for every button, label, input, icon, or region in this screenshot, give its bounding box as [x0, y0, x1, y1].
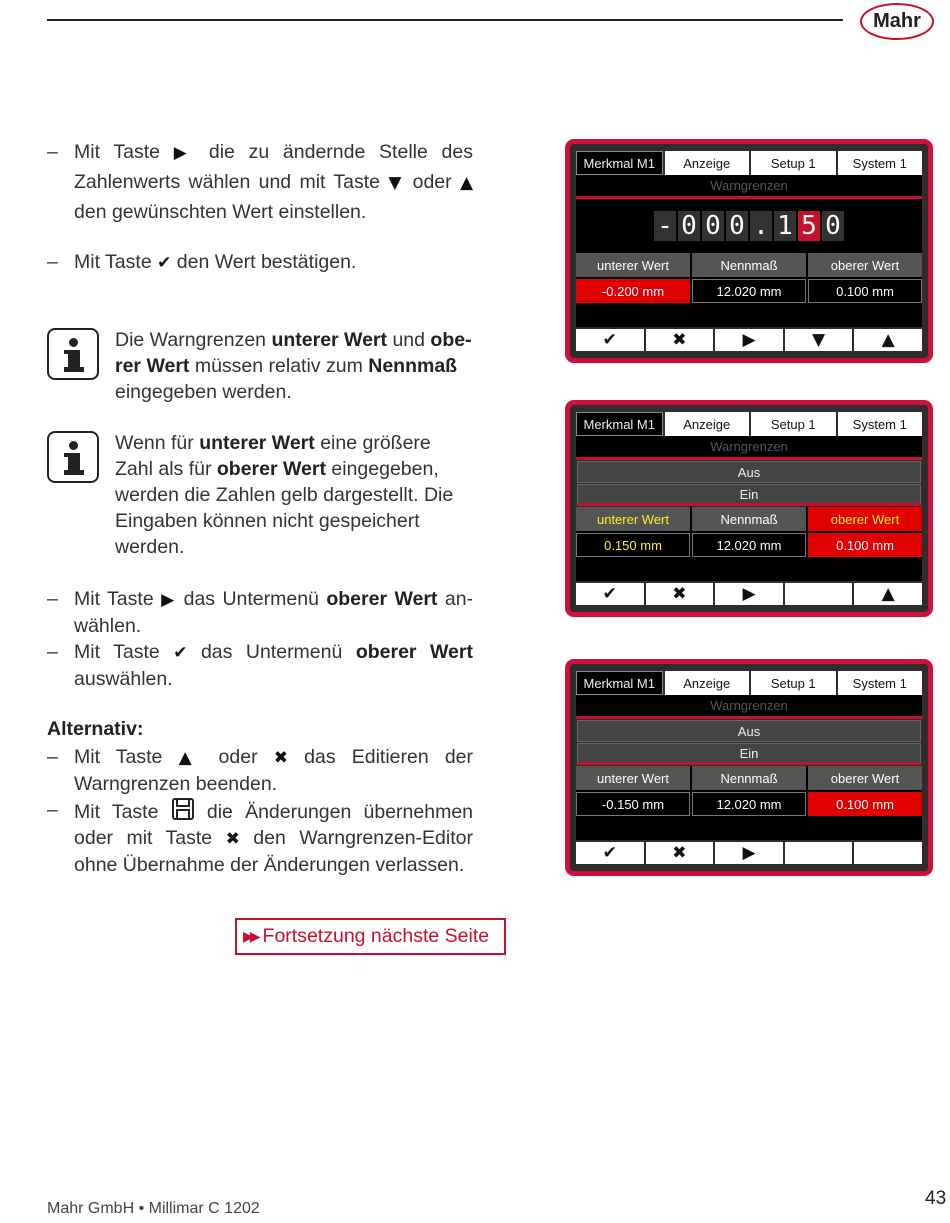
- step-select-upper: – Mit Taste ▶ das Untermenü oberer Wert an-wählen.: [47, 588, 474, 637]
- header-lower: unterer Wert: [576, 766, 690, 790]
- blank-key[interactable]: [854, 842, 922, 864]
- step-open-upper: – Mit Taste ✔ das Untermenü oberer Wert auswählen.: [47, 641, 473, 690]
- dash: –: [47, 799, 58, 821]
- device-screen-1: [565, 139, 933, 363]
- option-off[interactable]: Aus: [577, 461, 921, 483]
- device-screen-3: [565, 659, 933, 876]
- down-key[interactable]: ▼: [785, 329, 853, 351]
- device-screen-2: [565, 400, 933, 617]
- down-arrow-icon: ▼: [388, 173, 405, 193]
- digit[interactable]: 0: [822, 211, 844, 241]
- right-key[interactable]: ▶: [715, 329, 783, 351]
- tab-bar: [576, 412, 922, 436]
- digit-sign[interactable]: -: [654, 211, 676, 241]
- softkey-bar: [576, 329, 922, 351]
- tab-setup[interactable]: Setup 1: [751, 671, 836, 695]
- tab-merkmal[interactable]: Merkmal M1: [576, 412, 663, 436]
- tab-system[interactable]: System 1: [838, 151, 923, 175]
- mahr-logo: Mahr: [860, 3, 934, 40]
- step-text: oder: [412, 171, 452, 193]
- tab-system[interactable]: System 1: [838, 671, 923, 695]
- option-on[interactable]: Ein: [577, 743, 921, 765]
- value-lower[interactable]: -0.200 mm: [576, 279, 690, 303]
- value-upper[interactable]: 0.100 mm: [808, 792, 922, 816]
- limits-grid: [576, 507, 922, 557]
- header-rule: [47, 19, 843, 21]
- tab-bar: [576, 151, 922, 175]
- step-confirm-value: [47, 248, 473, 278]
- cancel-key[interactable]: ✖: [646, 583, 714, 605]
- alt-step-save: – Mit Taste die Änderungen übernehmen oder mit Taste ✖ den Warngrenzen-Editor ohne Übernahme der Änderungen verlassen.: [47, 799, 474, 876]
- option-on[interactable]: Ein: [577, 484, 921, 506]
- steps-block-2: [47, 586, 473, 692]
- tab-anzeige[interactable]: Anzeige: [665, 671, 750, 695]
- cross-icon: ✖: [225, 829, 240, 849]
- blank-key[interactable]: [785, 842, 853, 864]
- dash: –: [47, 141, 58, 163]
- right-arrow-icon: ▶: [161, 590, 177, 610]
- digit[interactable]: 0: [726, 211, 748, 241]
- note-text: Wenn für unterer Wert eine größere Zahl als für oberer Wert eingegeben, werden die Zahlen gelb dargestellt. Die Eingaben können nicht gespeichert werden.: [115, 432, 454, 558]
- screen-title: Warngrenzen: [576, 175, 922, 199]
- screen-title: Warngrenzen: [576, 695, 922, 719]
- softkey-bar: [576, 583, 922, 605]
- dash: –: [47, 588, 58, 610]
- dash: –: [47, 641, 58, 663]
- step-select-digit: [47, 138, 473, 227]
- check-key[interactable]: ✔: [576, 583, 644, 605]
- value-editor: [576, 199, 922, 253]
- up-arrow-icon: ▲: [178, 748, 203, 768]
- check-key[interactable]: ✔: [576, 329, 644, 351]
- tab-setup[interactable]: Setup 1: [751, 151, 836, 175]
- info-note-yellow: [47, 430, 473, 560]
- steps-block-1: [47, 138, 473, 278]
- digit-selected[interactable]: 5: [798, 211, 820, 241]
- info-icon: [47, 431, 99, 483]
- alternative-block: [47, 716, 473, 878]
- limits-grid: [576, 253, 922, 303]
- option-off[interactable]: Aus: [577, 720, 921, 742]
- header-lower: unterer Wert: [576, 253, 690, 277]
- up-arrow-icon: ▲: [459, 173, 474, 193]
- header-nominal: Nennmaß: [692, 507, 806, 531]
- cancel-key[interactable]: ✖: [646, 329, 714, 351]
- info-icon: [47, 328, 99, 380]
- cancel-key[interactable]: ✖: [646, 842, 714, 864]
- digit[interactable]: 1: [774, 211, 796, 241]
- value-lower[interactable]: -0.150 mm: [576, 792, 690, 816]
- tab-setup[interactable]: Setup 1: [751, 412, 836, 436]
- info-note-relative: [47, 327, 473, 405]
- header-upper: oberer Wert: [808, 766, 922, 790]
- dash: –: [47, 251, 58, 273]
- check-icon: ✔: [173, 643, 188, 663]
- right-key[interactable]: ▶: [715, 842, 783, 864]
- header-nominal: Nennmaß: [692, 253, 806, 277]
- blank-key[interactable]: [785, 583, 853, 605]
- value-upper[interactable]: 0.100 mm: [808, 279, 922, 303]
- digit[interactable]: 0: [678, 211, 700, 241]
- cross-icon: ✖: [273, 748, 288, 768]
- screen-title: Warngrenzen: [576, 436, 922, 460]
- tab-anzeige[interactable]: Anzeige: [665, 151, 750, 175]
- continue-next-page: [235, 918, 506, 955]
- page-number: 43: [925, 1188, 947, 1209]
- digit[interactable]: 0: [702, 211, 724, 241]
- header-upper: oberer Wert: [808, 507, 922, 531]
- decimal-point: .: [750, 211, 772, 241]
- value-nominal: 12.020 mm: [692, 533, 806, 557]
- header-nominal: Nennmaß: [692, 766, 806, 790]
- limits-grid: [576, 766, 922, 816]
- step-text: die zu ändernde Stelle des Zahlenwerts wählen und mit Taste: [74, 141, 474, 193]
- note-text: Die Warngrenzen unterer Wert und obe-rer Wert müssen relativ zum Nennmaß eingegeben werden.: [115, 329, 472, 403]
- tab-anzeige[interactable]: Anzeige: [665, 412, 750, 436]
- alt-step-exit: – Mit Taste ▲ oder ✖ das Editieren der Warngrenzen beenden.: [47, 746, 474, 795]
- tab-system[interactable]: System 1: [838, 412, 923, 436]
- tab-bar: [576, 671, 922, 695]
- tab-merkmal[interactable]: Merkmal M1: [576, 671, 663, 695]
- value-nominal: 12.020 mm: [692, 279, 806, 303]
- value-nominal: 12.020 mm: [692, 792, 806, 816]
- continue-label: Fortsetzung nächste Seite: [262, 925, 490, 947]
- alternative-title: Alternativ:: [47, 718, 144, 740]
- step-text: Mit Taste: [74, 141, 160, 163]
- up-key[interactable]: ▲: [854, 583, 922, 605]
- double-arrow-icon: ▶▶: [243, 928, 257, 945]
- up-key[interactable]: ▲: [854, 329, 922, 351]
- step-text: Mit Taste: [74, 251, 152, 273]
- header-lower: unterer Wert: [576, 507, 690, 531]
- step-text: den Wert bestätigen.: [176, 251, 357, 273]
- dash: –: [47, 746, 58, 768]
- right-arrow-icon: ▶: [173, 143, 196, 163]
- save-icon: [171, 797, 195, 821]
- footer-text: Mahr GmbH • Millimar C 1202: [47, 1200, 260, 1217]
- right-key[interactable]: ▶: [715, 583, 783, 605]
- step-text: den gewünschten Wert einstellen.: [74, 201, 367, 223]
- check-icon: ✔: [157, 253, 172, 273]
- value-upper[interactable]: 0.100 mm: [808, 533, 922, 557]
- tab-merkmal[interactable]: Merkmal M1: [576, 151, 663, 175]
- softkey-bar: [576, 842, 922, 864]
- value-lower[interactable]: 0.150 mm: [576, 533, 690, 557]
- header-upper: oberer Wert: [808, 253, 922, 277]
- check-key[interactable]: ✔: [576, 842, 644, 864]
